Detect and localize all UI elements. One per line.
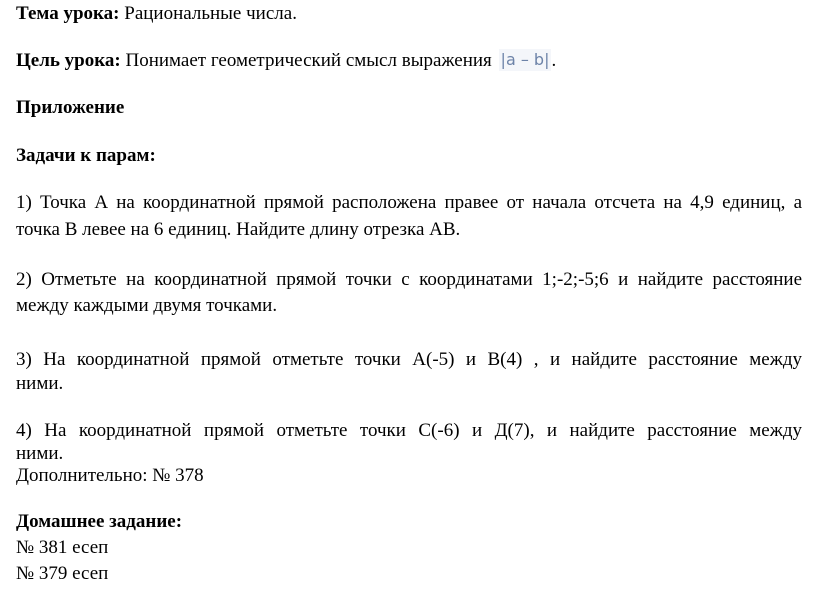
task-3-line-1: 3) На координатной прямой отметьте точки А(-5) и В(4) , и найдите расстояние между: [16, 349, 802, 370]
pairs-tasks-heading: Задачи к парам:: [16, 145, 156, 166]
task-2-line-2: между каждыми двумя точками.: [16, 295, 278, 316]
homework-item: № 381 есеп: [16, 537, 109, 558]
topic-label: Тема урока:: [16, 3, 120, 24]
task-4-line-1: 4) На координатной прямой отметьте точки С(-6) и Д(7), и найдите расстояние между: [16, 420, 802, 441]
goal-end: .: [551, 50, 557, 71]
abs-difference-formula: |a – b|: [500, 50, 550, 69]
task-2-line-1: 2) Отметьте на координатной прямой точки с координатами 1;-2;-5;6 и найдите расстояние: [16, 269, 802, 290]
task-4-line-2: ними.: [16, 443, 64, 464]
goal-label: Цель урока:: [16, 50, 121, 71]
lesson-goal: [16, 49, 556, 72]
homework-item: № 379 есеп: [16, 563, 109, 584]
homework-heading: Домашнее задание:: [16, 511, 183, 532]
task-1-line-2: точка В левее на 6 единиц. Найдите длину отрезка АВ.: [16, 219, 461, 240]
topic-value: Рациональные числа.: [124, 3, 297, 24]
extra-task: Дополнительно: № 378: [16, 465, 204, 486]
task-1-line-1: 1) Точка А на координатной прямой расположена правее от начала отсчета на 4,9 единиц, а: [16, 192, 802, 213]
goal-value: Понимает геометрический смысл выражения: [125, 50, 492, 71]
lesson-topic: [16, 3, 297, 25]
task-3-line-2: ними.: [16, 373, 64, 394]
appendix-heading: Приложение: [16, 97, 125, 118]
